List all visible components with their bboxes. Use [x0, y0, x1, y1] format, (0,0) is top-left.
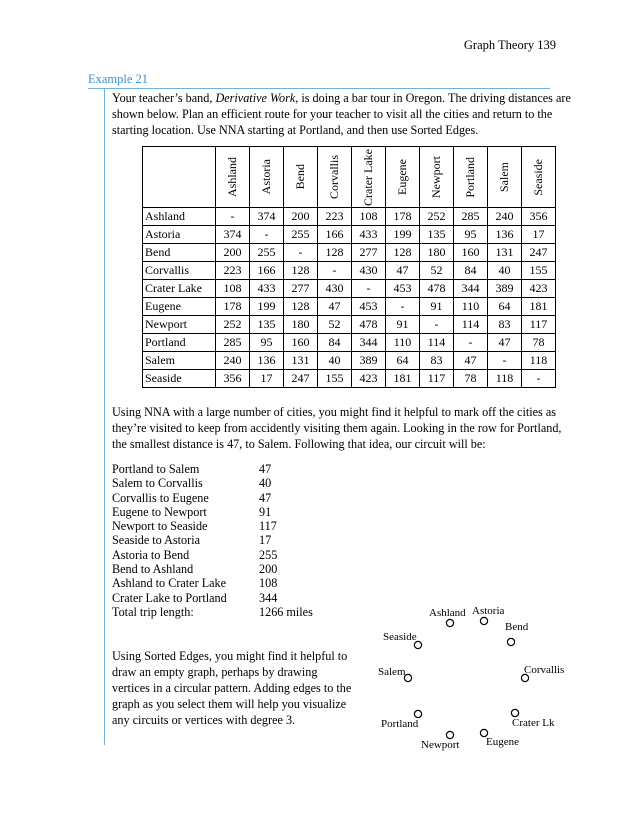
distance-cell: 110: [454, 298, 488, 316]
distance-cell: 78: [454, 370, 488, 388]
distance-cell: 180: [284, 316, 318, 334]
graph-vertex-label: Seaside: [383, 631, 417, 643]
distance-cell: 83: [420, 352, 454, 370]
column-header-label: Crater Lake: [361, 148, 375, 206]
route-leg: Crater Lake to Portland: [112, 590, 227, 605]
distance-cell: 478: [420, 280, 454, 298]
graph-vertex-label: Portland: [381, 718, 419, 730]
route-distance: 47: [259, 462, 272, 476]
distance-cell: 40: [318, 352, 352, 370]
distance-cell: -: [420, 316, 454, 334]
distance-cell: 247: [284, 370, 318, 388]
column-header-label: Portland: [463, 156, 477, 198]
route-distance: 47: [259, 490, 272, 505]
distance-cell: 108: [216, 280, 250, 298]
distance-cell: 433: [250, 280, 284, 298]
distance-cell: 108: [352, 208, 386, 226]
distance-cell: 178: [386, 208, 420, 226]
distance-cell: 128: [284, 298, 318, 316]
distance-cell: 285: [454, 208, 488, 226]
route-leg: Ashland to Crater Lake: [112, 576, 227, 591]
graph-vertex-label: Bend: [505, 621, 529, 633]
distance-cell: 180: [420, 244, 454, 262]
distance-cell: 374: [250, 208, 284, 226]
distance-cell: 131: [488, 244, 522, 262]
intro-text-after: , is doing a bar tour in Oregon. The driving distances are shown below. Plan an efficient route for your teacher to visit all the cities and return to the starting location. Use NNA starting at Portland, and then use Sorted Edges.: [112, 91, 571, 137]
band-name: Derivative Work: [215, 91, 296, 105]
distance-cell: 374: [216, 226, 250, 244]
distance-cell: 430: [318, 280, 352, 298]
graph-vertex-label: Crater Lk: [512, 717, 555, 729]
route-distance: 17: [259, 533, 272, 548]
distance-cell: 17: [522, 226, 556, 244]
graph-vertex-label: Eugene: [486, 736, 519, 748]
route-leg: Total trip length:: [112, 604, 194, 619]
nna-paragraph: Using NNA with a large number of cities, you might find it helpful to mark off the cities as they’re visited to keep from accidently visiting them again. Looking in the row for Portland, the smallest distance is 47, to Salem. Following that idea, our circuit will be:: [112, 405, 562, 451]
distance-cell: 95: [454, 226, 488, 244]
route-distance: 344: [259, 590, 278, 605]
distance-cell: 52: [420, 262, 454, 280]
distance-cell: 114: [454, 316, 488, 334]
graph-vertex-label: Ashland: [429, 607, 466, 619]
graph-vertex: [446, 619, 453, 626]
row-label: Crater Lake: [143, 280, 216, 298]
route-leg: Salem to Corvallis: [112, 476, 203, 491]
distance-cell: 47: [488, 334, 522, 352]
distance-cell: 110: [386, 334, 420, 352]
distance-cell: 277: [352, 244, 386, 262]
distance-cell: 252: [216, 316, 250, 334]
graph-vertex: [507, 638, 514, 645]
distance-cell: 389: [488, 280, 522, 298]
route-leg: Seaside to Astoria: [112, 533, 201, 548]
intro-text-before: Your teacher’s band,: [112, 91, 216, 105]
distance-cell: 344: [454, 280, 488, 298]
route-distance: 1266 miles: [259, 604, 313, 619]
distance-cell: 181: [522, 298, 556, 316]
row-label: Eugene: [143, 298, 216, 316]
route-leg: Astoria to Bend: [112, 547, 190, 562]
graph-vertex-label: Corvallis: [524, 664, 565, 676]
route-leg: Corvallis to Eugene: [112, 490, 209, 505]
distance-cell: -: [318, 262, 352, 280]
row-label: Bend: [143, 244, 216, 262]
column-header-label: Seaside: [531, 158, 545, 196]
distance-cell: 131: [284, 352, 318, 370]
example-title: Example 21: [88, 72, 149, 86]
column-header-label: Ashland: [225, 157, 239, 197]
distance-cell: 166: [318, 226, 352, 244]
distance-cell: 64: [488, 298, 522, 316]
distance-cell: -: [386, 298, 420, 316]
distance-cell: 255: [284, 226, 318, 244]
distance-cell: 200: [216, 244, 250, 262]
distance-cell: 64: [386, 352, 420, 370]
distance-cell: 285: [216, 334, 250, 352]
distance-cell: 223: [216, 262, 250, 280]
distance-cell: 255: [250, 244, 284, 262]
distance-cell: 47: [318, 298, 352, 316]
distance-cell: 91: [386, 316, 420, 334]
distance-cell: -: [216, 208, 250, 226]
graph-vertex-label: Astoria: [472, 605, 505, 617]
distance-cell: 252: [420, 208, 454, 226]
distance-cell: 135: [420, 226, 454, 244]
column-header-label: Eugene: [395, 159, 409, 195]
distance-cell: 453: [386, 280, 420, 298]
graph-vertex: [414, 710, 421, 717]
distance-cell: 17: [250, 370, 284, 388]
page-header: Graph Theory 139: [463, 38, 556, 52]
route-leg: Portland to Salem: [112, 462, 200, 476]
distance-cell: 200: [284, 208, 318, 226]
distance-cell: 128: [284, 262, 318, 280]
route-distance: 91: [259, 504, 272, 519]
distance-cell: 160: [454, 244, 488, 262]
route-leg: Newport to Seaside: [112, 519, 208, 534]
distance-cell: -: [522, 370, 556, 388]
distance-cell: 155: [318, 370, 352, 388]
column-header-label: Corvallis: [327, 155, 341, 199]
distance-cell: 240: [488, 208, 522, 226]
distance-cell: 136: [488, 226, 522, 244]
distance-cell: 91: [420, 298, 454, 316]
distance-cell: 247: [522, 244, 556, 262]
distance-cell: 223: [318, 208, 352, 226]
distance-cell: -: [454, 334, 488, 352]
column-header-label: Astoria: [259, 159, 273, 195]
distance-cell: 453: [352, 298, 386, 316]
distance-cell: 356: [522, 208, 556, 226]
graph-vertex: [480, 617, 487, 624]
distance-cell: 135: [250, 316, 284, 334]
row-label: Corvallis: [143, 262, 216, 280]
row-label: Seaside: [143, 370, 216, 388]
distance-cell: 430: [352, 262, 386, 280]
distance-cell: -: [250, 226, 284, 244]
distance-cell: 84: [318, 334, 352, 352]
distance-cell: 389: [352, 352, 386, 370]
graph-vertex-label: Salem: [378, 666, 406, 678]
distance-cell: 199: [250, 298, 284, 316]
route-distance: 40: [259, 476, 272, 491]
distance-cell: 423: [352, 370, 386, 388]
graph-vertex: [511, 709, 518, 716]
distance-cell: 95: [250, 334, 284, 352]
distance-cell: 178: [216, 298, 250, 316]
row-label: Newport: [143, 316, 216, 334]
column-header-label: Salem: [497, 162, 511, 192]
distance-cell: 433: [352, 226, 386, 244]
distance-cell: 181: [386, 370, 420, 388]
distance-cell: 240: [216, 352, 250, 370]
graph-vertex: [446, 731, 453, 738]
route-distance: 117: [259, 519, 277, 534]
distance-cell: 478: [352, 316, 386, 334]
distance-cell: 166: [250, 262, 284, 280]
route-leg: Bend to Ashland: [112, 562, 194, 577]
distance-cell: 155: [522, 262, 556, 280]
route-leg: Eugene to Newport: [112, 504, 207, 519]
distance-cell: 160: [284, 334, 318, 352]
distance-cell: 118: [488, 370, 522, 388]
distance-cell: 47: [454, 352, 488, 370]
distance-cell: 118: [522, 352, 556, 370]
row-label: Astoria: [143, 226, 216, 244]
column-header-label: Bend: [293, 164, 307, 190]
route-distance: 108: [259, 576, 278, 591]
distance-cell: 277: [284, 280, 318, 298]
row-label: Ashland: [143, 208, 216, 226]
route-distance: 255: [259, 547, 278, 562]
distance-cell: 84: [454, 262, 488, 280]
distance-cell: 117: [420, 370, 454, 388]
distance-cell: 136: [250, 352, 284, 370]
distance-cell: 199: [386, 226, 420, 244]
distance-cell: 52: [318, 316, 352, 334]
distance-cell: 128: [318, 244, 352, 262]
route-distance: 200: [259, 562, 278, 577]
distance-cell: 47: [386, 262, 420, 280]
distance-cell: 344: [352, 334, 386, 352]
distance-cell: 117: [522, 316, 556, 334]
row-label: Portland: [143, 334, 216, 352]
distance-cell: 356: [216, 370, 250, 388]
distance-cell: -: [488, 352, 522, 370]
distance-cell: 423: [522, 280, 556, 298]
distance-cell: 114: [420, 334, 454, 352]
row-label: Salem: [143, 352, 216, 370]
distance-cell: 40: [488, 262, 522, 280]
graph-vertex-label: Newport: [421, 739, 460, 751]
distance-cell: 128: [386, 244, 420, 262]
sorted-edges-paragraph: Using Sorted Edges, you might find it helpful to draw an empty graph, perhaps by drawing vertices in a circular pattern. Adding edges to the graph as you select them will help you visualize any circuits or vertices with degree 3.: [112, 649, 352, 727]
distance-cell: -: [284, 244, 318, 262]
distance-cell: 78: [522, 334, 556, 352]
column-header-label: Newport: [429, 156, 443, 198]
distance-cell: -: [352, 280, 386, 298]
distance-cell: 83: [488, 316, 522, 334]
